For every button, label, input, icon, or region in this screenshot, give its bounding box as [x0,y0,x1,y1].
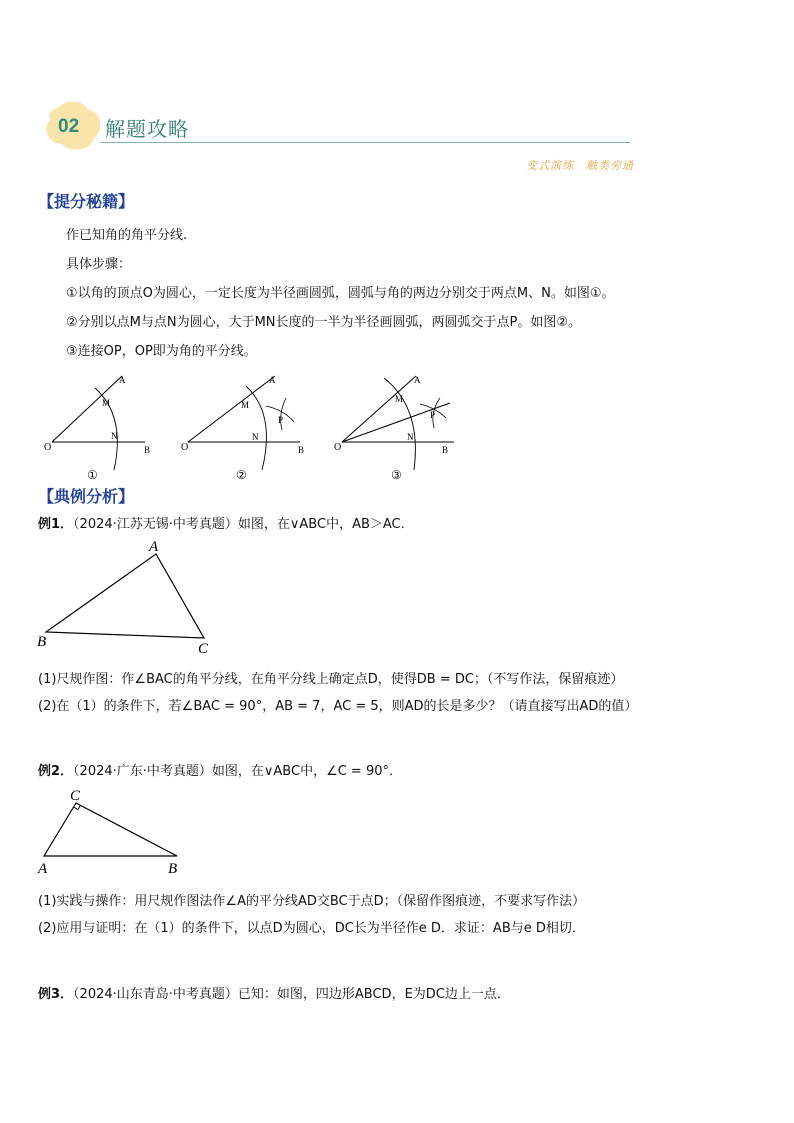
ex2-label-b: B [168,861,178,877]
examples-header: 【典例分析】 [38,487,135,506]
ex1-label-c: C [198,641,209,656]
example-3-label: 例3． [38,987,74,1002]
example-1-text: （2024·江苏无锡·中考真题）如图，在∨ABC中，AB＞AC． [73,517,414,532]
tips-header: 【提分秘籍】 [38,192,135,211]
fig1-label-o: O [44,442,52,453]
tips-line-2: 具体步骤： [66,257,132,272]
fig3-caption: ③ [391,468,402,482]
fig1-label-b: B [144,445,151,455]
fig2-label-m: M [241,400,250,410]
section-subtitle: 变式演练 触类旁通 [526,159,634,172]
tips-line-1: 作已知角的角平分线. [66,228,188,243]
figure-1-diagram [40,370,160,485]
fig3-label-p: P [430,410,436,420]
fig2-label-p: P [278,415,284,425]
example-3-stem [38,983,510,1002]
fig2-label-n: N [252,432,259,442]
fig2-caption: ② [236,468,247,482]
example-2-text: （2024·广东·中考真题）如图，在∨ABC中，∠C = 90°． [73,764,403,779]
example-1-question-2: (2)在（1）的条件下，若∠BAC = 90°，AB = 7，AC = 5，则AD的长是多少？（请直接写出AD的值） [38,699,638,714]
fig3-label-b: B [442,445,449,455]
ex1-label-b: B [37,634,47,650]
example-2-triangle [34,782,194,878]
tips-line-4: ②分别以点M与点N为圆心，大于MN长度的一半为半径画圆弧，两圆弧交于点P。如图②。 [66,315,582,330]
ex2-label-a: A [38,861,48,877]
example-1-stem [38,513,414,532]
fig2-label-a: A [269,375,276,385]
fig2-label-b: B [298,445,305,455]
fig3-label-n: N [407,432,414,442]
fig3-label-o: O [334,442,342,453]
fig2-label-o: O [181,442,189,453]
ex1-label-a: A [149,539,159,555]
example-2-question-2: (2)应用与证明：在（1）的条件下，以点D为圆心，DC长为半径作e D．求证：AB与e D相切． [38,921,585,936]
example-3-text: （2024·山东青岛·中考真题）已知：如图，四边形ABCD，E为DC边上一点． [73,987,510,1002]
ex2-label-c: C [70,788,81,804]
fig3-label-m: M [395,394,404,404]
example-2-stem [38,760,402,779]
tips-line-5: ③连接OP，OP即为角的平分线。 [66,344,257,359]
example-2-label: 例2． [38,764,74,779]
section-divider [100,142,630,143]
fig1-label-m: M [102,398,111,408]
section-title: 解题攻略 [105,117,189,141]
example-2-question-1: (1)实践与操作：用尺规作图法作∠A的平分线AD交BC于点D；（保留作图痕迹，不要求写作法） [38,894,586,909]
example-1-label: 例1． [38,517,74,532]
fig3-label-a: A [414,375,421,385]
tips-line-3: ①以角的顶点O为圆心，一定长度为半径画圆弧，圆弧与角的两边分别交于两点M、N。如图①。 [66,286,615,301]
figure-3-diagram [330,370,460,485]
figure-2-diagram [180,370,310,485]
fig1-label-a: A [119,375,126,385]
fig1-label-n: N [111,431,118,441]
section-number: 02 [58,116,80,137]
fig1-caption: ① [87,468,98,482]
example-1-question-1: (1)尺规作图：作∠BAC的角平分线，在角平分线上确定点D，使得DB = DC；（不写作法，保留痕迹） [38,672,624,687]
example-1-triangle [34,536,224,656]
